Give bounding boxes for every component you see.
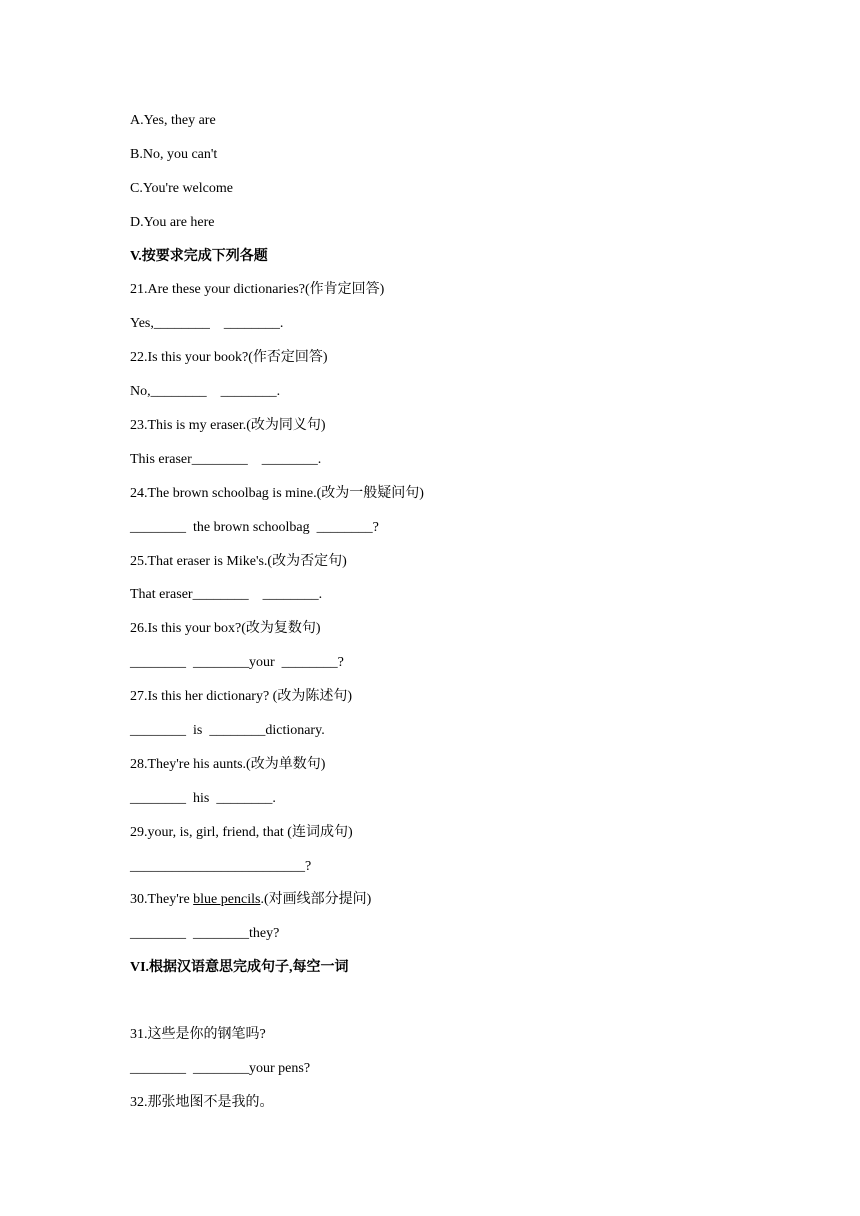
question-30-underlined: blue pencils (193, 892, 261, 908)
option-b: B.No, you can't (130, 146, 218, 162)
section-v-heading: V.按要求完成下列各题 (130, 248, 268, 264)
question-22: 22.Is this your book?(作否定回答) (130, 350, 328, 366)
option-d: D.You are here (130, 214, 215, 230)
answer-26: ________ ________your ________? (130, 655, 344, 671)
option-c: C.You're welcome (130, 180, 233, 196)
answer-31: ________ ________your pens? (130, 1061, 311, 1077)
answer-27: ________ is ________dictionary. (130, 723, 325, 739)
question-27: 27.Is this her dictionary? (改为陈述句) (130, 689, 353, 705)
answer-21: Yes,________ ________. (130, 316, 284, 332)
question-26: 26.Is this your box?(改为复数句) (130, 621, 321, 637)
question-28: 28.They're his aunts.(改为单数句) (130, 756, 326, 772)
question-31: 31.这些是你的钢笔吗? (130, 1027, 266, 1043)
answer-28: ________ his ________. (130, 790, 276, 806)
option-a: A.Yes, they are (130, 113, 216, 128)
worksheet-page (130, 111, 770, 1127)
answer-23: This eraser________ ________. (130, 451, 322, 467)
question-24: 24.The brown schoolbag is mine.(改为一般疑问句) (130, 485, 424, 501)
question-30 (130, 890, 770, 910)
question-30-suffix: .(对画线部分提问) (260, 892, 372, 908)
question-21: 21.Are these your dictionaries?(作肯定回答) (130, 282, 385, 298)
answer-30: ________ ________they? (130, 926, 280, 942)
question-32: 32.那张地图不是我的。 (130, 1095, 274, 1111)
section-vi-heading: VI.根据汉语意思完成句子,每空一词 (130, 960, 349, 976)
answer-25: That eraser________ ________. (130, 587, 323, 603)
question-30-prefix: 30.They're (130, 892, 194, 908)
answer-24: ________ the brown schoolbag ________? (130, 519, 379, 535)
answer-29: _________________________? (130, 858, 312, 874)
question-25: 25.That eraser is Mike's.(改为否定句) (130, 553, 347, 569)
answer-22: No,________ ________. (130, 384, 281, 400)
question-23: 23.This is my eraser.(改为同义句) (130, 418, 326, 434)
question-29: 29.your, is, girl, friend, that (连词成句) (130, 824, 353, 840)
